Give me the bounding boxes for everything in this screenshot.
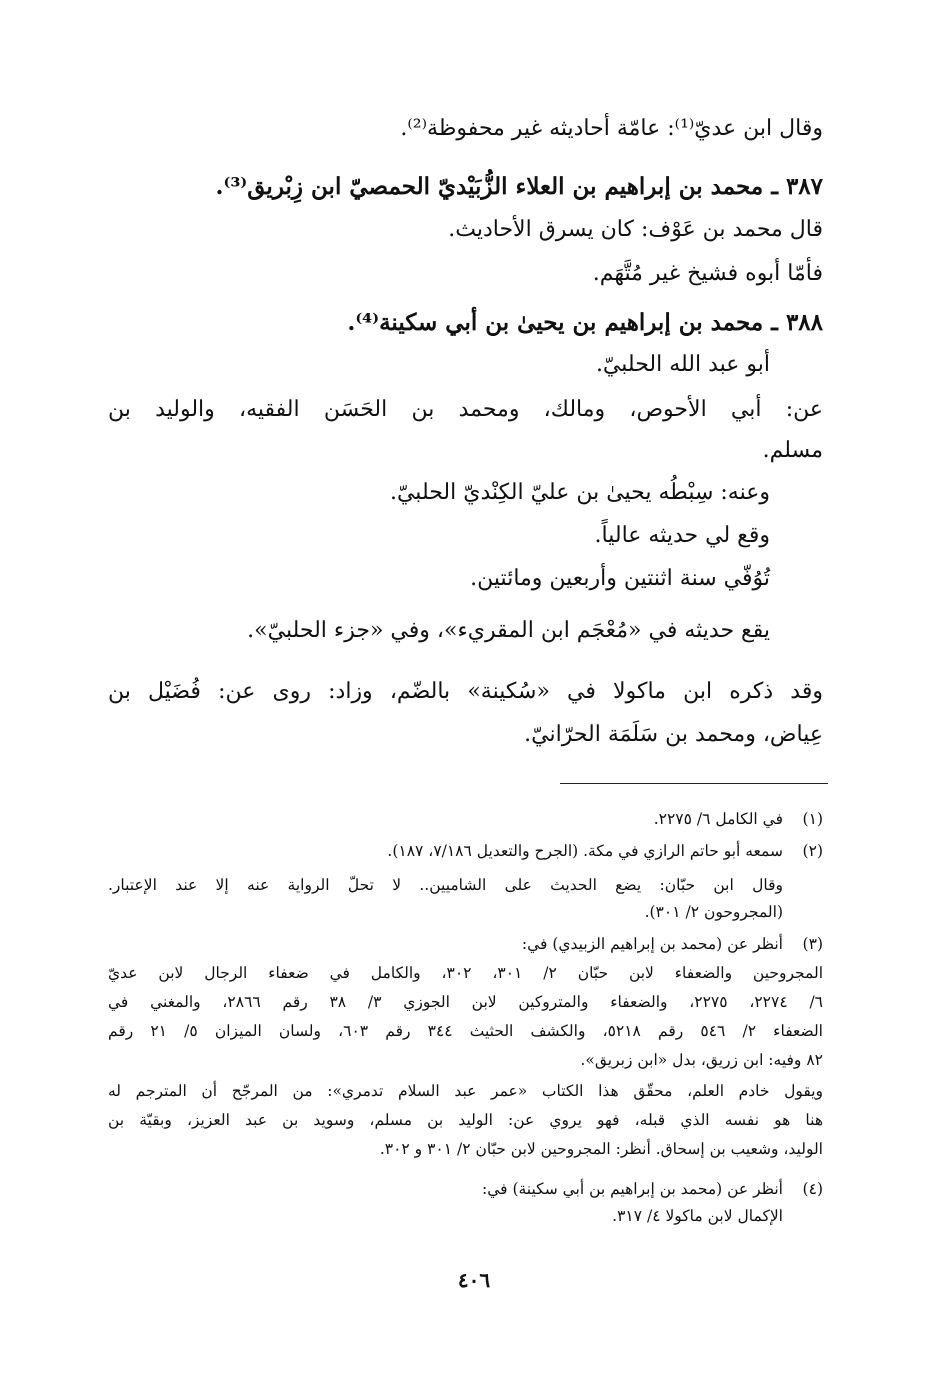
footnote-number: (٢) — [802, 842, 823, 860]
entry-388-death: تُوُفّي سنة اثنتين وأربعين ومائتين. — [470, 566, 770, 591]
entry-388-ibn-makula-cont: عِياض، ومحمد بن سَلَمَة الحرّانيّ. — [524, 722, 823, 747]
footnote-2 — [108, 838, 823, 864]
footnote-separator — [560, 783, 828, 784]
footnote-4-line: الإكمال لابن ماكولا ٤/ ٣١٧. — [612, 1207, 783, 1225]
entry-388-ibn-makula: وقد ذكره ابن ماكولا في «سُكينة» بالضّم، وزاد: روى عن: فُضَيْل بن — [108, 679, 823, 704]
footnote-text: في الكامل ٦/ ٢٢٧٥. — [653, 810, 783, 828]
footnote-number: (٤) — [802, 1180, 823, 1198]
entry-387-line: فأمّا أبوه فشيخ غير مُتَّهَم. — [592, 261, 823, 286]
footnote-3-line: ٨٢ وفيه: ابن زريق، بدل «ابن زبريق». — [580, 1051, 823, 1069]
footnote-3 — [108, 931, 823, 957]
entry-388-sources: يقع حديثه في «مُعْجَم ابن المقريء»، وفي «جزء الحلبيّ». — [247, 618, 770, 643]
body-line-ibn-adi: وقال ابن عديّ⁽¹⁾: عامّة أحاديثه غير محفوظة⁽²⁾. — [400, 116, 823, 141]
footnote-1 — [108, 806, 823, 832]
entry-388-narrated-from-cont: مسلم. — [762, 438, 823, 463]
footnote-number: (١) — [802, 810, 823, 828]
footnote-2-line: وقال ابن حبّان: يضع الحديث على الشاميين.. لا تحلّ الرواية عنه إلا عند الإعتبار. — [108, 876, 783, 894]
entry-387-line: قال محمد بن عَوْف: كان يسرق الأحاديث. — [448, 217, 823, 242]
footnote-text: سمعه أبو حاتم الرازي في مكة. (الجرح والتعديل ٧/١٨٦، ١٨٧). — [387, 842, 783, 860]
entry-387-heading: ٣٨٧ ـ محمد بن إبراهيم بن العلاء الزُّبَيْديّ الحمصيّ ابن زِبْريق⁽³⁾. — [215, 173, 823, 200]
footnote-4 — [108, 1176, 823, 1202]
entry-388-kunya: أبو عبد الله الحلبيّ. — [595, 352, 770, 377]
entry-388-narrated-by: وعنه: سِبْطُه يحيىٰ بن عليّ الكِنْديّ الحلبيّ. — [389, 480, 770, 505]
footnote-2-line: (المجروحون ٢/ ٣٠١). — [644, 903, 783, 921]
footnote-3-line: ويقول خادم العلم، محقّق هذا الكتاب «عمر عبد السلام تدمري»: من المرجّح أن المترجم له — [108, 1082, 823, 1100]
footnote-number: (٣) — [802, 935, 823, 953]
entry-388-narrated-from: عن: أبي الأحوص، ومالك، ومحمد بن الحَسَن الفقيه، والوليد بن — [108, 397, 823, 422]
footnote-3-line: الضعفاء ٢/ ٥٤٦ رقم ٥٢١٨، والكشف الحثيث ٣٤٤ رقم ٦٠٣، ولسان الميزان ٥/ ٢١ رقم — [108, 1022, 823, 1040]
footnote-text: أنظر عن (محمد بن إبراهيم بن أبي سكينة) في: — [481, 1180, 783, 1198]
footnote-3-line: هنا هو نفسه الذي قبله، فهو يروي عن: الوليد بن مسلم، وسويد بن عبد العزيز، وبقيّة بن — [108, 1111, 823, 1129]
entry-388-hadith-high: وقع لي حديثه عالياً. — [594, 523, 770, 548]
footnote-3-line: الوليد، وشعيب بن إسحاق. أنظر: المجروحين لابن حبّان ٢/ ٣٠١ و ٣٠٢. — [379, 1140, 823, 1158]
footnote-3-line: المجروحين والضعفاء لابن حبّان ٢/ ٣٠١، ٣٠٢، والكامل في ضعفاء الرجال لابن عديّ — [108, 964, 824, 982]
footnote-text: أنظر عن (محمد بن إبراهيم الزبيدي) في: — [521, 935, 783, 953]
page-number: ٤٠٦ — [457, 1268, 491, 1292]
entry-388-heading: ٣٨٨ ـ محمد بن إبراهيم بن يحيىٰ بن أبي سكينة⁽⁴⁾. — [347, 309, 823, 336]
footnote-3-line: ٦/ ٢٢٧٤، ٢٢٧٥، والضعفاء والمتروكين لابن الجوزي ٣/ ٣٨ رقم ٢٨٦٦، والمغني في — [108, 993, 823, 1011]
